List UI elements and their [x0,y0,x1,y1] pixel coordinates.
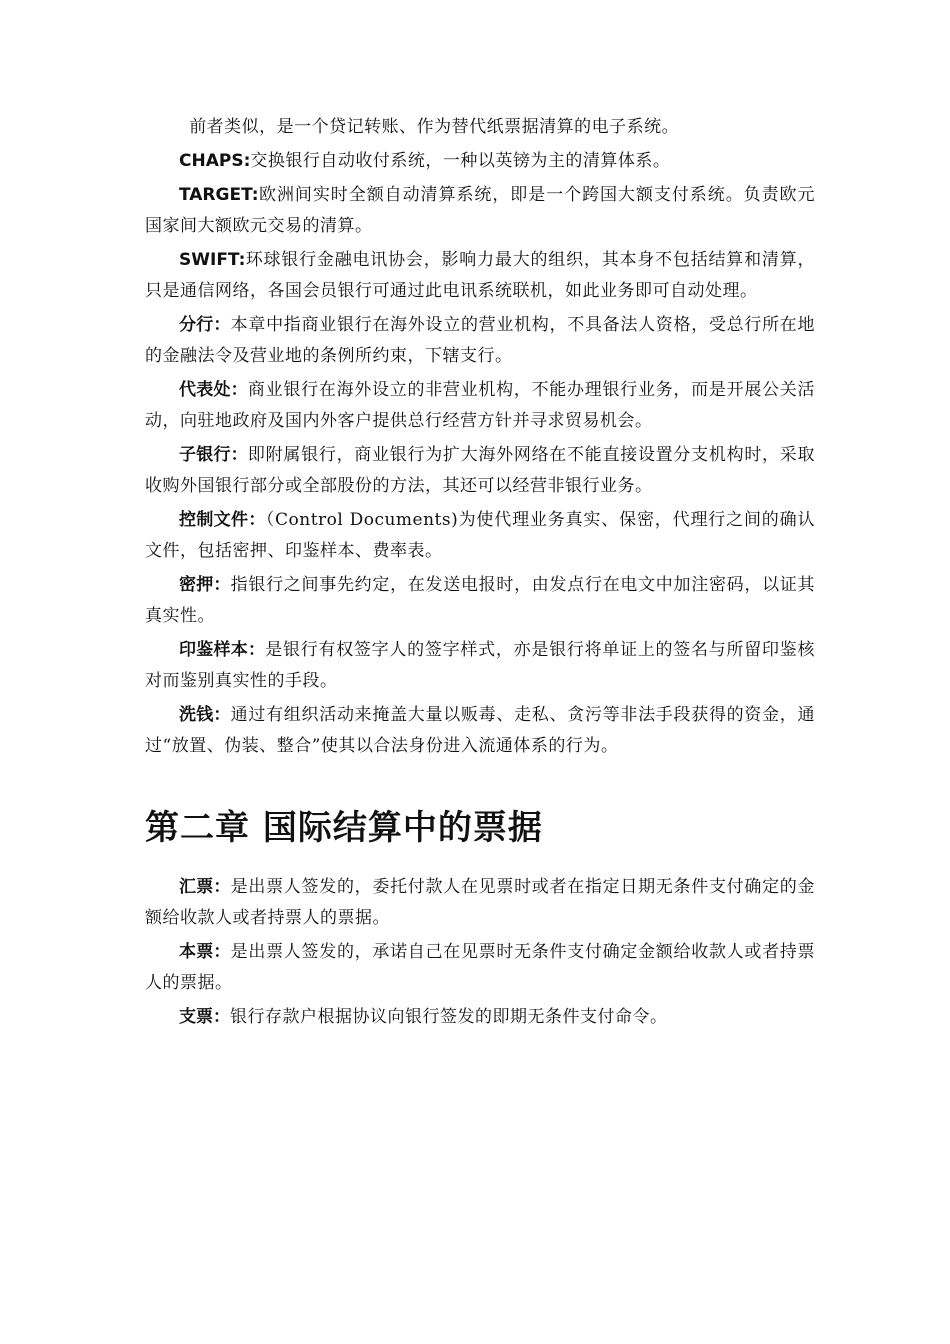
definition-text: 环球银行金融电讯协会，影响力最大的组织，其本身不包括结算和清算，只是通信网络，各国会员银行可通过此电讯系统联机，如此业务即可自动处理。 [145,250,815,301]
definition-text: 交换银行自动收付系统，一种以英镑为主的清算体系。 [250,151,671,171]
definition-text: 是银行有权签字人的签字样式，亦是银行将单证上的签名与所留印鉴核对而鉴别真实性的手段。 [145,640,816,691]
definition-specimen-signatures [145,635,815,697]
term-label: 代表处： [179,380,248,400]
term-label: 分行： [179,315,231,335]
term-label: 密押： [179,575,231,595]
definition-text: 是出票人签发的，委托付款人在见票时或者在指定日期无条件支付确定的金额给收款人或者持票人的票据。 [145,877,816,928]
chapter-title: 第二章 国际结算中的票据 [145,808,543,848]
definition-subsidiary-bank [145,440,815,502]
definition-branch [145,310,815,372]
definition-money-laundering [145,700,815,762]
definition-text: （Control Documents)为使代理业务真实、保密，代理行之间的确认文件，包括密押、印鉴样本、费率表。 [145,510,815,561]
definition-test-key [145,570,815,632]
definition-text: 银行存款户根据协议向银行签发的即期无条件支付命令。 [230,1007,668,1027]
term-label: 印鉴样本： [179,640,266,660]
term-label: 洗钱： [179,705,231,725]
definition-text: 本章中指商业银行在海外设立的营业机构，不具备法人资格，受总行所在地的金融法令及营业地的条例所约束，下辖支行。 [145,315,816,366]
definition-bill-of-exchange [145,872,815,934]
definition-text: 商业银行在海外设立的非营业机构，不能办理银行业务，而是开展公关活动，向驻地政府及国内外客户提供总行经营方针并寻求贸易机会。 [145,380,816,431]
continuation-paragraph [145,112,815,143]
definition-representative-office [145,375,815,437]
term-label: TARGET: [179,185,259,205]
definition-text: 即附属银行，商业银行为扩大海外网络在不能直接设置分支机构时，采取收购外国银行部分或全部股份的方法，其还可以经营非银行业务。 [145,445,816,496]
definition-text: 欧洲间实时全额自动清算系统，即是一个跨国大额支付系统。负责欧元国家间大额欧元交易的清算。 [145,185,815,236]
definition-cheque [145,1002,815,1033]
page-content [145,112,815,1036]
term-label: 汇票： [179,877,231,897]
definition-swift [145,245,815,307]
definition-promissory-note [145,937,815,999]
definition-text: 是出票人签发的，承诺自己在见票时无条件支付确定金额给收款人或者持票人的票据。 [145,942,816,993]
definition-text: 通过有组织活动来掩盖大量以贩毒、走私、贪污等非法手段获得的资金，通过“放置、伪装、整合”使其以合法身份进入流通体系的行为。 [145,705,816,756]
definition-text: 指银行之间事先约定，在发送电报时，由发点行在电文中加注密码，以证其真实性。 [145,575,816,626]
continuation-text: 前者类似，是一个贷记转账、作为替代纸票据清算的电子系统。 [189,117,680,137]
term-label: SWIFT: [179,250,246,270]
term-label: 本票： [179,942,231,962]
definition-target [145,180,815,242]
definition-control-documents [145,505,815,567]
term-label: CHAPS: [179,151,251,171]
term-label: 子银行： [179,445,248,465]
term-label: 支票： [179,1007,230,1027]
term-label: 控制文件： [179,510,266,530]
definition-chaps [145,146,815,177]
